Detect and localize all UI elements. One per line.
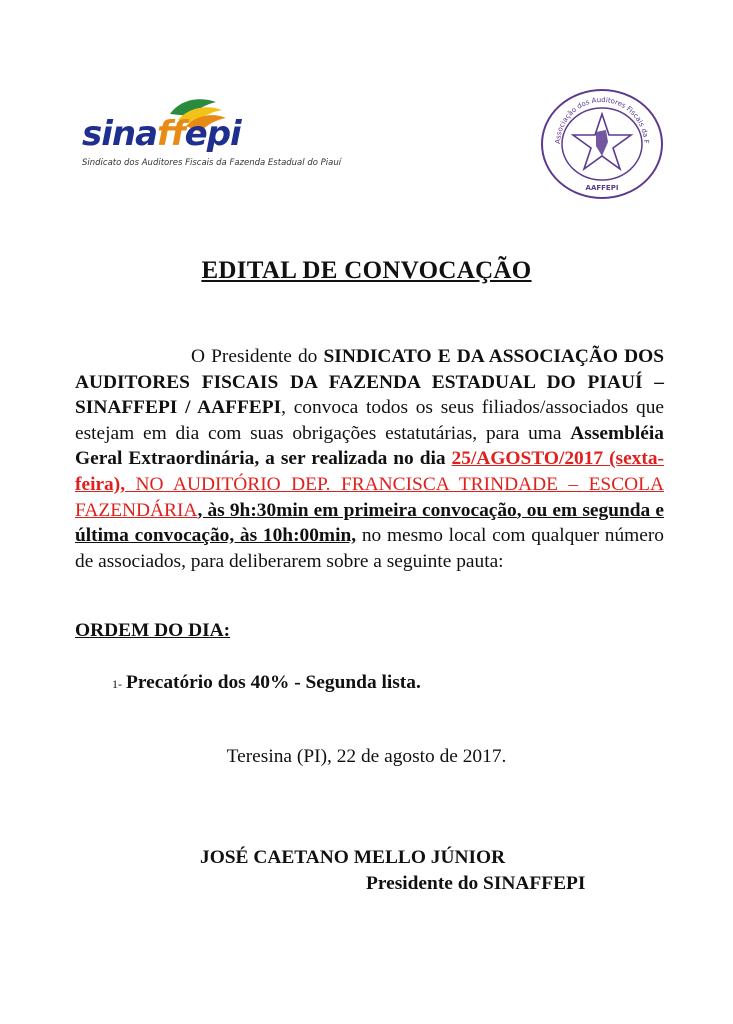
agenda-item-number: 1-: [112, 677, 122, 691]
sinaffepi-subtitle: Sindicato dos Auditores Fiscais da Fazenda Estadual do Piauí: [82, 158, 342, 168]
body-segment-second-call: , ou em segunda e última convocação, às 10h:00min,: [75, 499, 664, 547]
agenda-heading: ORDEM DO DIA:: [75, 620, 231, 641]
agenda-item-text: Precatório dos 40% - Segunda lista.: [126, 672, 421, 693]
sinaffepi-logo: [78, 92, 342, 182]
sinaffepi-wordmark: sinaffepi: [82, 114, 241, 154]
aaffepi-seal-icon: [538, 86, 666, 202]
body-segment-date: 25/AGOSTO/2017 (sexta-feira),: [75, 448, 664, 495]
body-segment-venue: NO AUDITÓRIO DEP. FRANCISCA TRINDADE – ESCOLA FAZENDÁRIA: [75, 473, 664, 521]
agenda-item: [112, 672, 421, 694]
document-title: EDITAL DE CONVOCAÇÃO: [201, 257, 532, 284]
body-segment-end: no mesmo local com qualquer número de associados, para deliberarem sobre a seguinte pauta:: [75, 525, 664, 572]
body-segment-first-call: , às 9h:30min em primeira convocação: [197, 499, 517, 521]
body-segment-3: , convoca todos os seus filiados/associados que estejam em dia com suas obrigações estatutárias, para uma: [75, 397, 664, 444]
place-date: Teresina (PI), 22 de agosto de 2017.: [226, 746, 507, 767]
body-segment-1: O Presidente do: [191, 346, 324, 367]
signer-name: JOSÉ CAETANO MELLO JÚNIOR: [200, 847, 506, 868]
seal-bottom-text: AAFFEPI: [585, 184, 619, 192]
aaffepi-seal: [538, 86, 666, 202]
body-segment-4: Assembléia Geral Extraordinária, a ser realizada no dia: [75, 422, 664, 470]
convocation-paragraph: [75, 344, 664, 574]
body-segment-2: SINDICATO E DA ASSOCIAÇÃO DOS AUDITORES FISCAIS DA FAZENDA ESTADUAL DO PIAUÍ – SINAFFEPI / AAFFEPI: [75, 346, 664, 419]
signer-role: Presidente do SINAFFEPI: [366, 873, 586, 894]
seal-ring-text: Associação dos Auditores Fiscais da F: [553, 95, 651, 145]
